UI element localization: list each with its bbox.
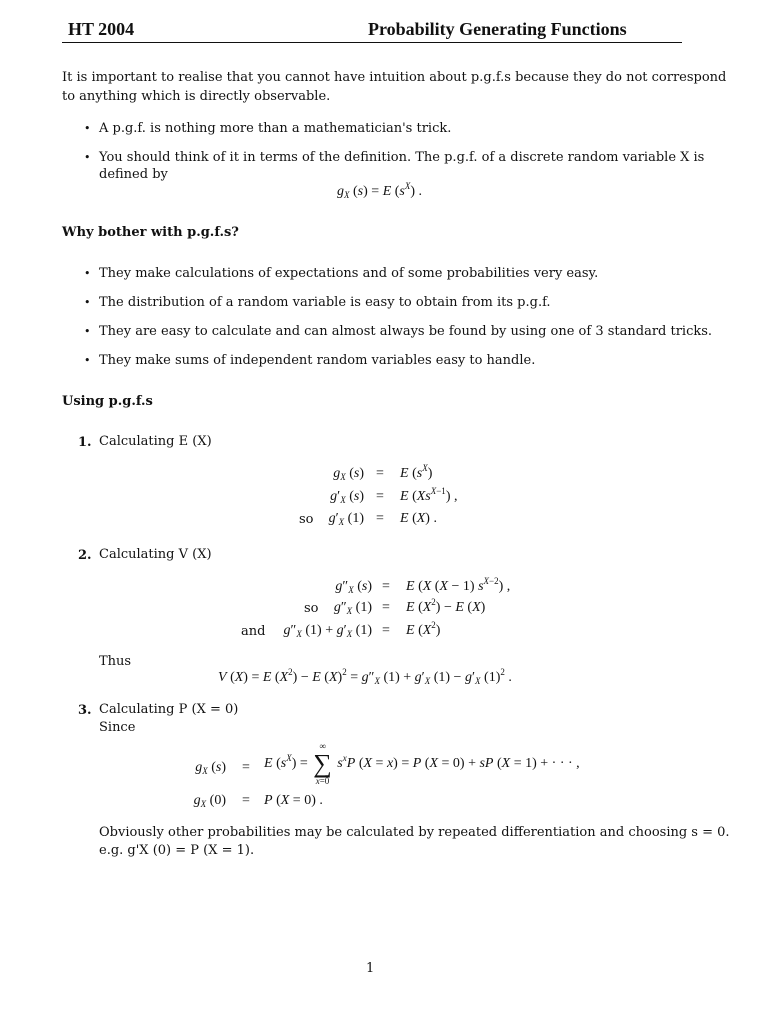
eq1-lhs-1: $g_X$ (s) (333, 466, 364, 482)
word-and: and (241, 624, 266, 639)
eq1-sign-3: = (376, 511, 384, 526)
eq2-lhs-2: $g''_X$ (1) (333, 600, 372, 616)
why-item-4: They make sums of independent random variables easy to handle. (99, 353, 536, 368)
header-rule (62, 42, 682, 43)
why-item-3: They are easy to calculate and can almost always be found by using one of 3 standard tricks. (99, 324, 713, 339)
using-heading: Using p.g.f.s (62, 394, 153, 409)
bullet-icon: • (84, 354, 91, 367)
eq1-sign-2: = (376, 489, 384, 504)
eq2-lhs-3: $g''_X$ $(1) + g'_X$ (1) (283, 623, 372, 639)
header-left: HT 2004 (68, 19, 135, 39)
word-thus: Thus (99, 654, 132, 669)
item-number-1: 1. (78, 435, 92, 450)
word-so: so (299, 512, 314, 527)
bullet-icon: • (84, 151, 91, 164)
intro-line-2: to anything which is directly observable. (62, 89, 331, 104)
word-so: so (304, 601, 319, 616)
word-since: Since (99, 720, 136, 735)
bullet-icon: • (84, 296, 91, 309)
variance-equation: V (X) = E $(X^2) - E$ $(X)^2 = g''_X$ $(1) + g'_X$ $(1) - g'_X$ $(1)^2$ . (218, 667, 512, 686)
eq2-rhs-2: E $(X^2) - E$ (X) (406, 597, 486, 615)
bullet-icon: • (84, 122, 91, 135)
bullet-icon: • (84, 267, 91, 280)
eq3-lhs-1: $g_X$ (s) (195, 760, 226, 776)
intro-line-1: It is important to realise that you cannot have intuition about p.g.f.s because they do not correspond (62, 70, 727, 85)
eq2-sign-2: = (382, 600, 390, 615)
eq1-rhs-2: E $(Xs^{X-1})$ , (400, 486, 458, 504)
eq2-sign-3: = (382, 623, 390, 638)
eq1-lhs-2: $g'_X$ (s) (330, 489, 364, 505)
eq1-sign-1: = (376, 466, 384, 481)
eq2-rhs-1: E (X (X − 1) $s^{X-2}$) , (406, 576, 511, 594)
pgf-definition-equation: $g_X$ (s) = E $(s^X)$ . (337, 181, 423, 200)
bullet-pgf-trick: A p.g.f. is nothing more than a mathematician's trick. (99, 121, 452, 136)
item-1-label: Calculating E (X) (99, 434, 212, 449)
bullet-definition-line-1: You should think of it in terms of the definition. The p.g.f. of a discrete random variable X is (99, 150, 705, 165)
bullet-definition-line-2: defined by (99, 167, 168, 182)
item-2-label: Calculating V (X) (99, 547, 212, 562)
summation-icon: ∞ ∑ x=0 (313, 741, 332, 786)
why-heading: Why bother with p.g.f.s? (62, 225, 239, 240)
item-number-3: 3. (78, 703, 92, 718)
eq3-lhs-2: $g_X$ (0) (193, 793, 226, 809)
eq3-sign-1: = (242, 760, 250, 775)
bullet-icon: • (84, 325, 91, 338)
page-number: 1 (366, 961, 375, 976)
closing-line-1: Obviously other probabilities may be calculated by repeated differentiation and choosing s = 0. (99, 825, 730, 840)
eq3-sign-2: = (242, 793, 250, 808)
why-item-1: They make calculations of expectations and of some probabilities very easy. (99, 266, 599, 281)
eq3-rhs-2: P (X = 0) . (264, 793, 323, 808)
header-title: Probability Generating Functions (368, 19, 627, 39)
eq2-lhs-1: $g''_X$ (s) (335, 579, 372, 595)
eq1-rhs-1: E $(s^X)$ (400, 463, 433, 481)
eq2-rhs-3: E $(X^2)$ (406, 620, 441, 638)
eq1-lhs-3: $g'_X$ (1) (328, 511, 364, 527)
item-3-label: Calculating P (X = 0) (99, 702, 239, 717)
eq2-sign-1: = (382, 579, 390, 594)
eq1-rhs-3: E (X) . (400, 511, 437, 526)
item-number-2: 2. (78, 548, 92, 563)
why-item-2: The distribution of a random variable is easy to obtain from its p.g.f. (99, 295, 551, 310)
closing-line-2: e.g. g'X (0) = P (X = 1). (99, 843, 255, 858)
eq3-rhs-1: E $(s^X)$ = ∞ ∑ x=0 $s^xP$ (X = x) = P (X = 0) + sP (X = 1) + · · · , (264, 741, 580, 786)
